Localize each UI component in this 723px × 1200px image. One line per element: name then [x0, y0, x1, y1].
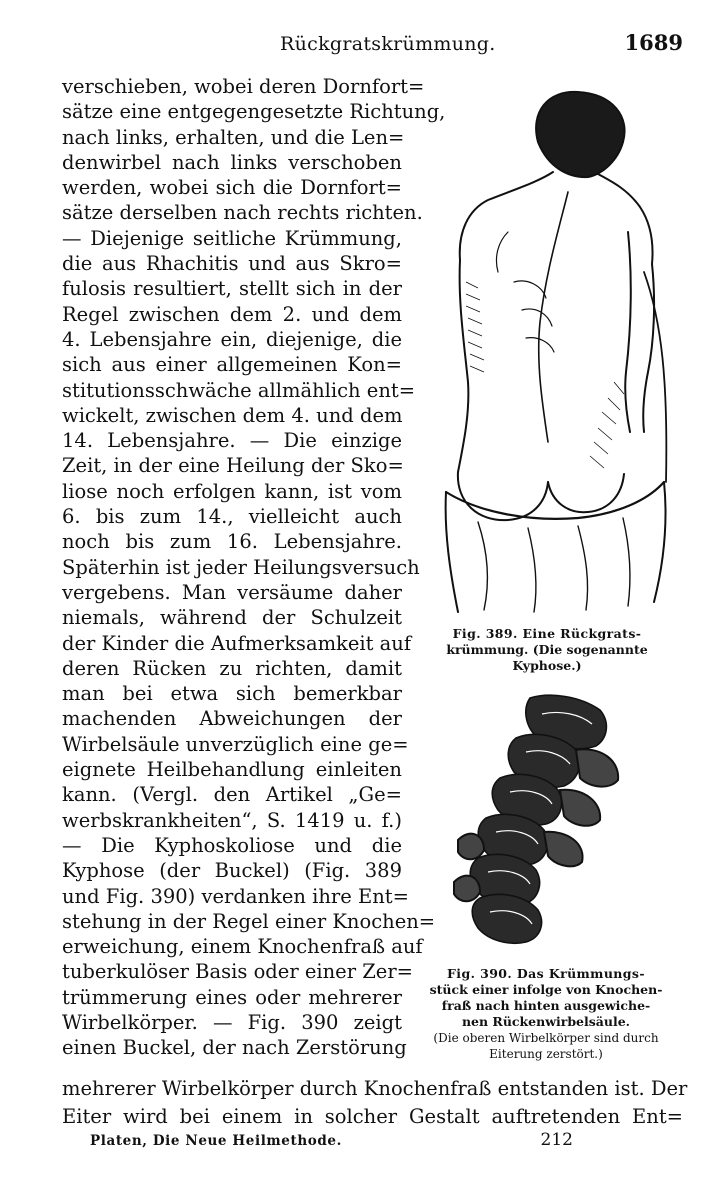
page-footer	[90, 1130, 573, 1158]
body-text-column	[62, 74, 446, 1061]
text-line: liose noch erfolgen kann, ist vom	[62, 479, 402, 503]
caption-line: Fig. 389. Eine Rückgrats-	[452, 626, 642, 641]
text-line: man bei etwa sich bemerkbar	[62, 682, 402, 706]
text-line: sätze derselben nach rechts richten.	[62, 201, 423, 225]
text-line: — Diejenige seitliche Krümmung,	[62, 226, 402, 250]
caption-line: fraß nach hinten ausgewiche-	[441, 998, 651, 1013]
text-line: die aus Rhachitis und aus Skro=	[62, 252, 402, 276]
caption-line: nen Rückenwirbelsäule.	[461, 1014, 631, 1029]
figure-390-caption	[410, 966, 682, 1062]
caption-line: krümmung. (Die sogenannte	[446, 642, 648, 657]
text-line: der Kinder die Aufmerksamkeit auf	[62, 631, 412, 655]
text-line: Zeit, in der eine Heilung der Sko=	[62, 454, 404, 478]
text-line: 14. Lebensjahre. — Die einzige	[62, 429, 402, 453]
text-line: stitutionsschwäche allmählich ent=	[62, 378, 416, 402]
text-line: eignete Heilbehandlung einleiten	[62, 758, 402, 782]
text-line: noch bis zum 16. Lebensjahre.	[62, 530, 402, 554]
text-line: denwirbel nach links verschoben	[62, 150, 402, 174]
text-line: mehrerer Wirbelkörper durch Knochenfraß entstanden ist. Der	[62, 1077, 688, 1100]
text-line: Wirbelsäule unverzüglich eine ge=	[62, 732, 409, 756]
text-line: trümmerung eines oder mehrerer	[62, 985, 402, 1009]
text-line: Eiter wird bei einem in solcher Gestalt auftretenden Ent=	[62, 1105, 683, 1128]
text-line: wickelt, zwischen dem 4. und dem	[62, 403, 403, 427]
figure-389-caption	[412, 626, 682, 674]
text-line: sich aus einer allgemeinen Kon=	[62, 353, 402, 377]
text-line: Kyphose (der Buckel) (Fig. 389	[62, 859, 402, 883]
running-head	[280, 30, 683, 60]
text-line: kann. (Vergl. den Artikel „Ge=	[62, 783, 402, 807]
page-number: 1689	[624, 30, 683, 55]
caption-sub-line: (Die oberen Wirbelkörper sind durch	[433, 1031, 659, 1045]
text-line: Regel zwischen dem 2. und dem	[62, 302, 402, 326]
running-title: Rückgratskrümmung.	[280, 33, 496, 55]
figure-389-illustration	[418, 82, 688, 620]
text-line: Späterhin ist jeder Heilungsversuch	[62, 555, 420, 579]
caption-sub-line: Eiterung zerstört.)	[489, 1047, 603, 1061]
text-line: fulosis resultiert, stellt sich in der	[62, 277, 402, 301]
text-line: — Die Kyphoskoliose und die	[62, 833, 402, 857]
text-line: 6. bis zum 14., vielleicht auch	[62, 505, 402, 529]
full-width-text	[62, 1075, 688, 1131]
text-line: nach links, erhalten, und die Len=	[62, 125, 405, 149]
text-line: 4. Lebensjahre ein, diejenige, die	[62, 327, 402, 351]
footer-signature-number: 212	[540, 1130, 573, 1150]
text-line: erweichung, einem Knochenfraß auf	[62, 935, 423, 959]
text-line: einen Buckel, der nach Zerstörung	[62, 1036, 407, 1060]
caption-line: stück einer infolge von Knochen-	[429, 982, 663, 997]
text-line: werden, wobei sich die Dornfort=	[62, 176, 402, 200]
caption-line: Kyphose.)	[512, 658, 582, 673]
text-line: machenden Abweichungen der	[62, 707, 402, 731]
text-line: sätze eine entgegengesetzte Richtung,	[62, 100, 446, 124]
footer-book-title: Platen, Die Neue Heilmethode.	[90, 1133, 342, 1149]
text-line: und Fig. 390) verdanken ihre Ent=	[62, 884, 409, 908]
caption-line: Fig. 390. Das Krümmungs-	[447, 966, 645, 981]
text-line: deren Rücken zu richten, damit	[62, 656, 402, 680]
text-line: vergebens. Man versäume daher	[62, 580, 402, 604]
text-line: niemals, während der Schulzeit	[62, 606, 402, 630]
figure-390-illustration	[450, 690, 630, 950]
text-line: tuberkulöser Basis oder einer Zer=	[62, 960, 413, 984]
text-line: stehung in der Regel einer Knochen=	[62, 909, 436, 933]
text-line: verschieben, wobei deren Dornfort=	[62, 75, 425, 98]
text-line: werbskrankheiten“, S. 1419 u. f.)	[62, 808, 402, 832]
text-line: Wirbelkörper. — Fig. 390 zeigt	[62, 1010, 402, 1034]
